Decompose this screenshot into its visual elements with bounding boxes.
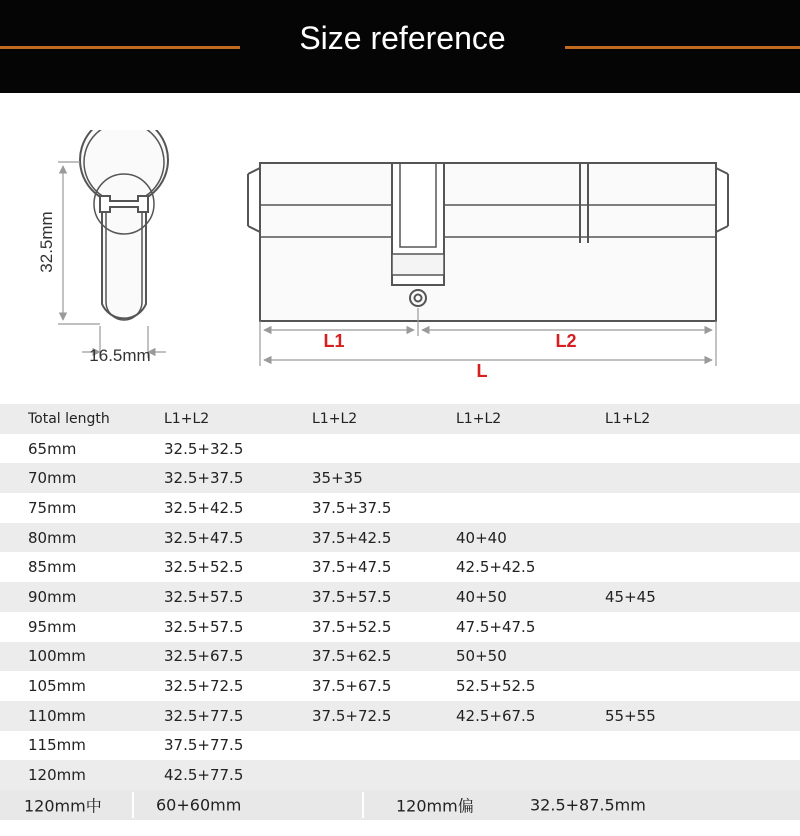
table-cell: 60+60mm [156,795,242,815]
l2-label: L2 [555,331,577,351]
table-cell: 42.5+77.5 [164,766,244,785]
header-total-length: Total length [28,410,110,427]
table-cell: 37.5+62.5 [312,647,392,666]
header-l1-l2: L1+L2 [164,410,210,427]
total-length-label: L [476,361,488,381]
table-cell: 37.5+57.5 [312,587,392,606]
table-cell: 50+50 [456,647,507,666]
table-cell: 32.5+47.5 [164,528,244,547]
table-cell: 37.5+67.5 [312,677,392,696]
table-cell: 95mm [28,617,77,636]
table-row-last [0,790,800,820]
table-cell: 75mm [28,498,77,517]
table-cell: 32.5+87.5mm [530,795,646,815]
table-cell: 70mm [28,469,77,488]
cell-separator [362,792,364,818]
width-label: 16.5mm [89,346,151,365]
table-row [0,582,800,612]
table-row [0,671,800,701]
table-header-row [0,404,800,434]
table-row [0,523,800,553]
table-cell: 120mm偏 [396,796,474,816]
table-cell: 120mm [28,766,86,785]
size-table [0,404,800,820]
table-cell: 100mm [28,647,86,666]
table-cell: 80mm [28,528,77,547]
table-cell: 42.5+42.5 [456,558,536,577]
table-row [0,701,800,731]
table-cell: 32.5+57.5 [164,587,244,606]
table-cell: 90mm [28,587,77,606]
height-label: 32.5mm [37,211,56,273]
page-title: Size reference [299,20,506,56]
header-l1-l2: L1+L2 [312,410,358,427]
table-cell: 37.5+37.5 [312,498,392,517]
table-cell: 32.5+42.5 [164,498,244,517]
cylinder-side-view [248,163,728,321]
header-banner [0,0,800,93]
header-l1-l2: L1+L2 [605,410,651,427]
header-accent-line-right [565,46,800,49]
table-cell: 115mm [28,736,86,755]
table-row [0,612,800,642]
table-cell: 105mm [28,677,86,696]
table-cell: 32.5+72.5 [164,677,244,696]
table-cell: 65mm [28,439,77,458]
table-cell: 32.5+77.5 [164,706,244,725]
table-cell: 42.5+67.5 [456,706,536,725]
table-cell: 37.5+77.5 [164,736,244,755]
table-cell: 32.5+52.5 [164,558,244,577]
table-cell: 120mm中 [24,796,102,816]
table-row [0,760,800,790]
table-cell: 32.5+67.5 [164,647,244,666]
table-cell: 32.5+32.5 [164,439,244,458]
table-row [0,463,800,493]
cell-separator [132,792,134,818]
header-accent-line-left [0,46,240,49]
table-row [0,731,800,761]
table-cell: 37.5+47.5 [312,558,392,577]
header-l1-l2: L1+L2 [456,410,502,427]
table-cell: 45+45 [605,587,656,606]
table-cell: 52.5+52.5 [456,677,536,696]
table-cell: 85mm [28,558,77,577]
table-row [0,493,800,523]
l1-label: L1 [323,331,345,351]
table-cell: 37.5+52.5 [312,617,392,636]
lock-cylinder-drawing [0,130,800,390]
cylinder-end-view [80,130,168,320]
table-row [0,434,800,464]
table-cell: 47.5+47.5 [456,617,536,636]
table-row [0,642,800,672]
table-cell: 32.5+37.5 [164,469,244,488]
table-cell: 37.5+42.5 [312,528,392,547]
table-row [0,552,800,582]
table-cell: 37.5+72.5 [312,706,392,725]
table-cell: 35+35 [312,469,363,488]
table-cell: 40+40 [456,528,507,547]
table-cell: 110mm [28,706,86,725]
table-cell: 40+50 [456,587,507,606]
table-cell: 55+55 [605,706,656,725]
table-cell: 32.5+57.5 [164,617,244,636]
